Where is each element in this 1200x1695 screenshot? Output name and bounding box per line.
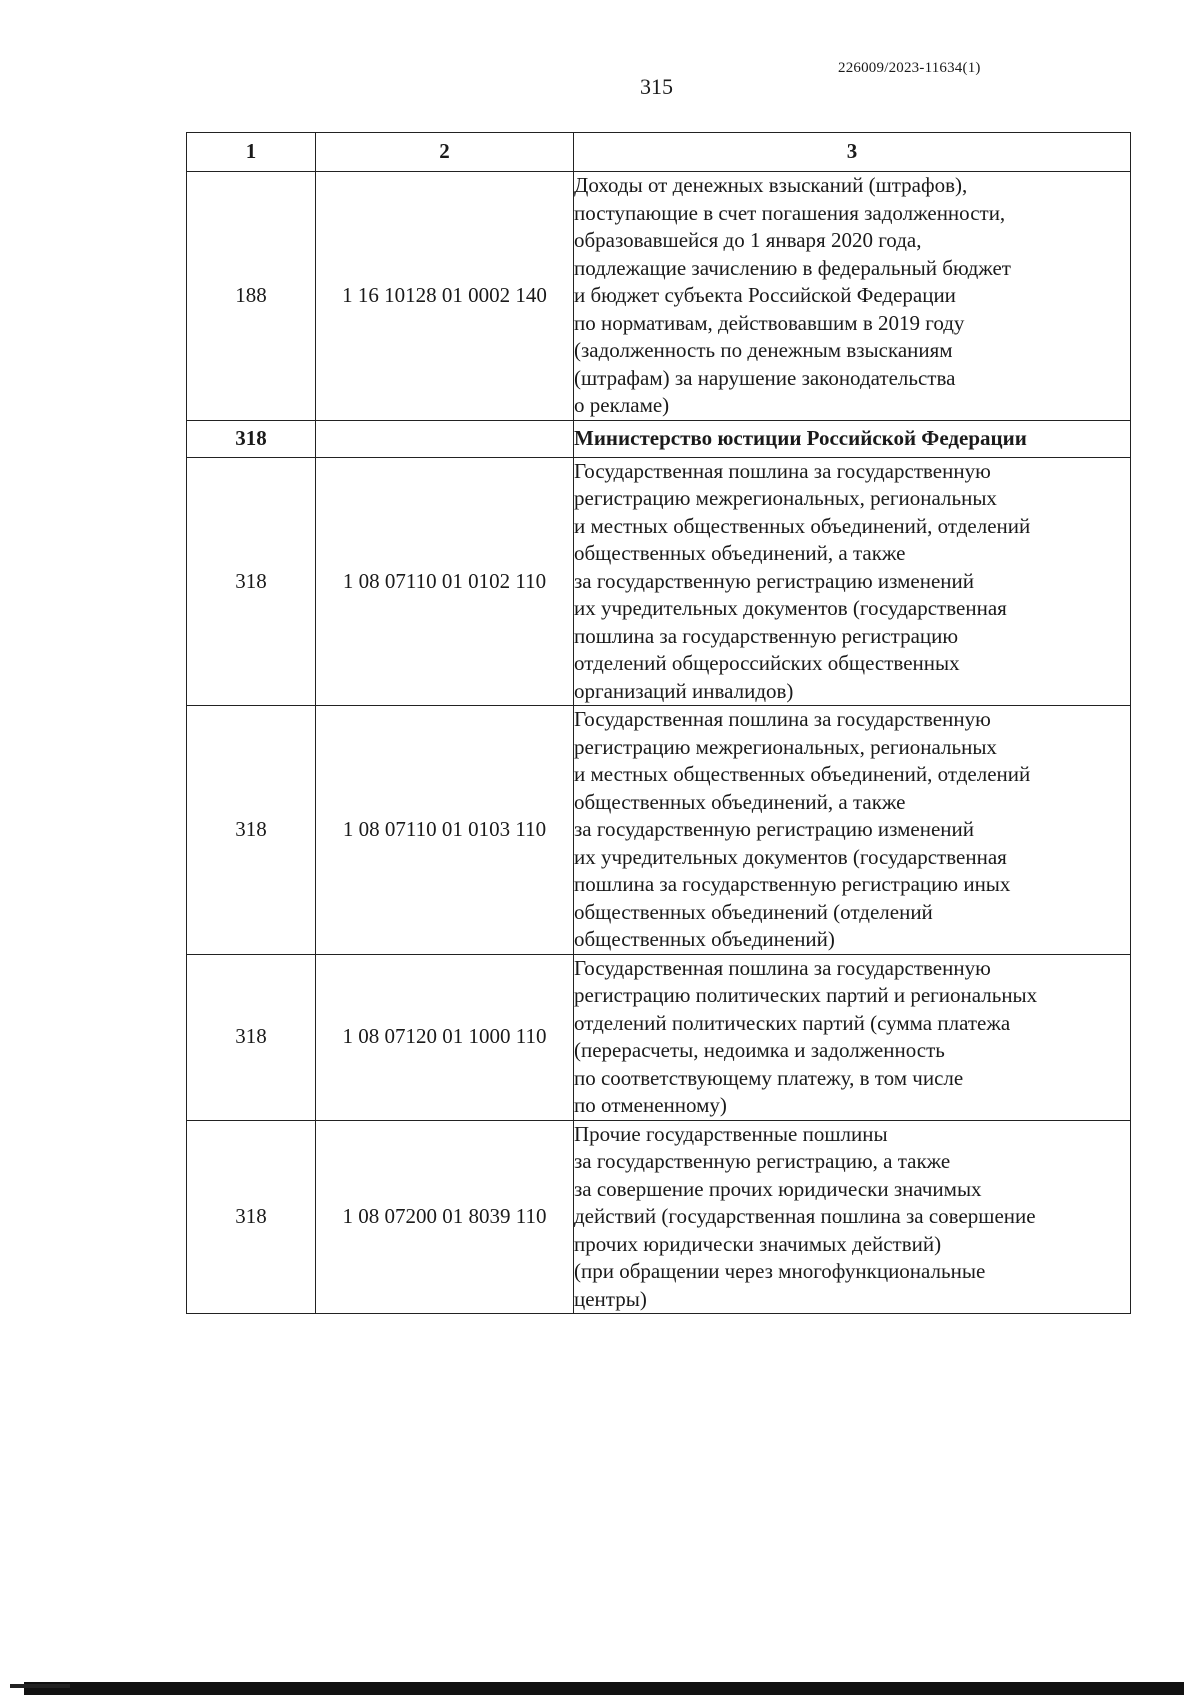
description-line: подлежащие зачислению в федеральный бюджет [574,255,1011,280]
page-number: 315 [640,74,673,99]
table-row [187,706,1131,955]
description-line: по соответствующему платежу, в том числе [574,1065,964,1090]
budget-classification-code-cell: 1 08 07200 01 8039 110 [316,1120,574,1314]
scan-edge-bar [24,1682,1184,1695]
description-line: за государственную регистрацию изменений [574,568,975,593]
description-cell [574,954,1131,1120]
revenue-codes-table [186,132,1131,1314]
description-line: организаций инвалидов) [574,678,794,703]
description-line: общественных объединений) [574,927,835,951]
description-cell [574,457,1131,706]
description-line: отделений политических партий (сумма платежа [574,1010,1011,1035]
description-line: Государственная пошлина за государственную [574,955,991,980]
description-cell [574,1120,1131,1314]
budget-classification-code-cell: 1 08 07120 01 1000 110 [316,954,574,1120]
description-line: (при обращении через многофункциональные [574,1259,986,1283]
table-header-row [187,133,1131,172]
admin-code-cell: 318 [187,706,316,955]
table-row [187,420,1131,457]
admin-code-cell: 318 [187,1120,316,1314]
budget-classification-code-cell: 1 08 07110 01 0102 110 [316,457,574,706]
budget-classification-code-cell: 1 16 10128 01 0002 140 [316,172,574,421]
budget-classification-code-cell: 1 08 07110 01 0103 110 [316,706,574,955]
description-line: по отмененному) [574,1093,727,1117]
description-cell [574,706,1131,955]
description-line: пошлина за государственную регистрацию [574,623,959,648]
description-line: за государственную регистрацию изменений [574,817,975,841]
column-header-3: 3 [574,133,1131,172]
description-line: действий (государственная пошлина за совершение [574,1204,1036,1228]
description-line: пошлина за государственную регистрацию иных [574,872,1011,896]
scan-edge-mark [10,1684,70,1688]
description-line: Государственная пошлина за государственную [574,707,991,731]
description-line: прочих юридически значимых действий) [574,1231,942,1256]
description-line: общественных объединений (отделений [574,899,933,924]
description-line: (перерасчеты, недоимка и задолженность [574,1038,945,1062]
description-line: и местных общественных объединений, отделений [574,762,1031,786]
description-line: образовавшейся до 1 января 2020 года, [574,228,922,252]
admin-code-cell: 318 [187,954,316,1120]
description-line: Прочие государственные пошлины [574,1121,888,1146]
description-line: центры) [574,1286,647,1311]
description-line: общественных объединений, а также [574,789,906,814]
description-line: Доходы от денежных взысканий (штрафов), [574,173,968,197]
description-line: поступающие в счет погашения задолженности, [574,200,1006,225]
table-row [187,954,1131,1120]
description-line: и бюджет субъекта Российской Федерации [574,283,956,307]
description-line: и местных общественных объединений, отделений [574,513,1031,538]
description-line: Государственная пошлина за государственную [574,458,991,483]
admin-code-cell: 318 [187,420,316,457]
description-line: общественных объединений, а также [574,541,906,565]
admin-code-cell: 318 [187,457,316,706]
column-header-2: 2 [316,133,574,172]
description-line: их учредительных документов (государственная [574,844,1007,869]
column-header-1: 1 [187,133,316,172]
description-line: за государственную регистрацию, а также [574,1149,951,1173]
description-line: за совершение прочих юридически значимых [574,1176,982,1201]
description-line: о рекламе) [574,393,670,417]
description-line: их учредительных документов (государственная [574,596,1007,620]
description-line: по нормативам, действовавшим в 2019 году [574,310,965,335]
description-line: Министерство юстиции Российской Федерации [574,425,1027,450]
description-line: (штрафам) за нарушение законодательства [574,365,956,390]
description-line: регистрацию политических партий и региональных [574,983,1038,1007]
budget-classification-code-cell [316,420,574,457]
table-row [187,457,1131,706]
description-line: (задолженность по денежным взысканиям [574,338,953,362]
table-row [187,172,1131,421]
document-id: 226009/2023-11634(1) [838,60,981,76]
description-cell [574,172,1131,421]
admin-code-cell: 188 [187,172,316,421]
description-line: отделений общероссийских общественных [574,651,960,675]
description-line: регистрацию межрегиональных, региональных [574,734,997,759]
description-cell [574,420,1131,457]
table-row [187,1120,1131,1314]
description-line: регистрацию межрегиональных, региональных [574,486,997,510]
